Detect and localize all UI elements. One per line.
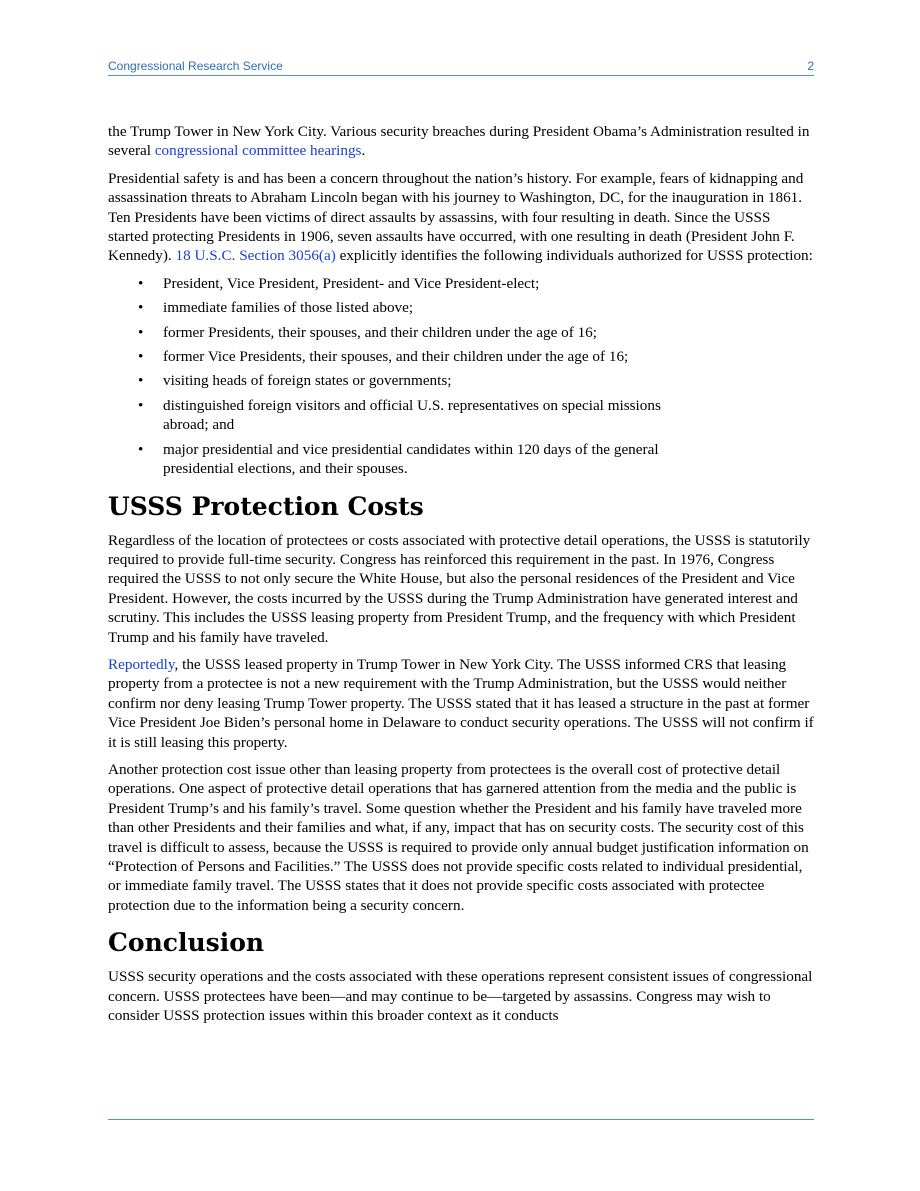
link-reportedly[interactable]: Reportedly — [108, 655, 175, 673]
heading-protection-costs: USSS Protection Costs — [108, 491, 424, 521]
paragraph-trump-tower-lease: Reportedly, the USSS leased property in Trump Tower in New York City. The USSS informed CRS that leasing property from a protectee is not a new requirement with the Trump Administration, but the USSS would neither confirm nor deny leasing Trump Tower property. The USSS stated that it has leased a structure in the past at former Vice President Joe Biden’s personal home in Delaware to conduct security operations. The USSS will not confirm if it is still leasing this property. — [108, 655, 814, 751]
paragraph-conclusion: USSS security operations and the costs associated with these operations represent consistent issues of congressional concern. USSS protectees have been—and may continue to be—targeted by assassins. Congress may wish to consider USSS protection issues within this broader context as it conducts — [108, 968, 813, 1025]
bullet-icon: • — [138, 440, 144, 458]
bullet-icon: • — [138, 299, 144, 317]
list-item: • visiting heads of foreign states or governments; — [138, 372, 452, 390]
list-item: • distinguished foreign visitors and official U.S. representatives on special missions abroad; and — [138, 396, 661, 434]
list-item: • major presidential and vice presidential candidates within 120 days of the general presidential elections, and their spouses. — [138, 440, 659, 478]
bullet-icon: • — [138, 348, 144, 366]
protectee-list — [108, 274, 814, 479]
header-source: Congressional Research Service — [108, 59, 283, 73]
page-header — [108, 58, 814, 76]
bullet-icon: • — [138, 274, 144, 292]
paragraph-trump-tower: the Trump Tower in New York City. Various security breaches during President Obama’s Administration resulted in several congressional committee hearings. — [108, 123, 810, 160]
bullet-icon: • — [138, 372, 144, 390]
list-item: • President, Vice President, President- and Vice President-elect; — [138, 274, 540, 292]
list-item: • former Presidents, their spouses, and their children under the age of 16; — [138, 323, 597, 341]
list-item: • former Vice Presidents, their spouses, and their children under the age of 16; — [138, 348, 629, 366]
footer-divider — [108, 1119, 814, 1120]
link-usc-3056a[interactable]: 18 U.S.C. Section 3056(a) — [175, 247, 336, 265]
bullet-icon: • — [138, 323, 144, 341]
document-body — [108, 122, 814, 1033]
link-congressional-hearings[interactable]: congressional committee hearings — [154, 142, 362, 160]
heading-conclusion: Conclusion — [108, 928, 265, 958]
bullet-icon: • — [138, 396, 144, 414]
paragraph-travel-costs: Another protection cost issue other than leasing property from protectees is the overall cost of protective detail operations. One aspect of protective detail operations that has garnered attention from the media and the public is President Trump’s and his family’s travel. Some question whether the President and his family have traveled more than other Presidents and their families and what, if any, impact that has on security costs. The security cost of this travel is difficult to assess, because the USSS is required to provide only annual budget justification information on “Protection of Persons and Facilities.” The USSS does not provide specific costs related to individual presidential, or immediate family travel. The USSS states that it does not provide specific costs associated with protectee protection due to the information being a security concern. — [108, 760, 809, 914]
list-item: • immediate families of those listed above; — [138, 299, 414, 317]
paragraph-statutory-requirement: Regardless of the location of protectees or costs associated with protective detail operations, the USSS is statutorily required to provide full-time security. Congress has reinforced this requirement in the past. In 1976, Congress required the USSS to not only secure the White House, but also the personal residences of the President and Vice President. However, the costs incurred by the USSS during the Trump Administration have generated interest and scrutiny. This includes the USSS leasing property from President Trump, and the frequency with which President Trump and his family have traveled. — [108, 531, 811, 646]
paragraph-presidential-safety: Presidential safety is and has been a concern throughout the nation’s history. For example, fears of kidnapping and assassination threats to Abraham Lincoln began with his journey to Washington, DC, for the inauguration in 1861. Ten Presidents have been victims of direct assaults by assassins, with four resulting in death. Since the USSS started protecting Presidents in 1906, seven assaults have occurred, with one resulting in death (President John F. Kennedy). 18 U.S.C. Section 3056(a) explicitly identifies the following individuals authorized for USSS protection: — [108, 169, 813, 265]
page-number: 2 — [807, 59, 814, 73]
